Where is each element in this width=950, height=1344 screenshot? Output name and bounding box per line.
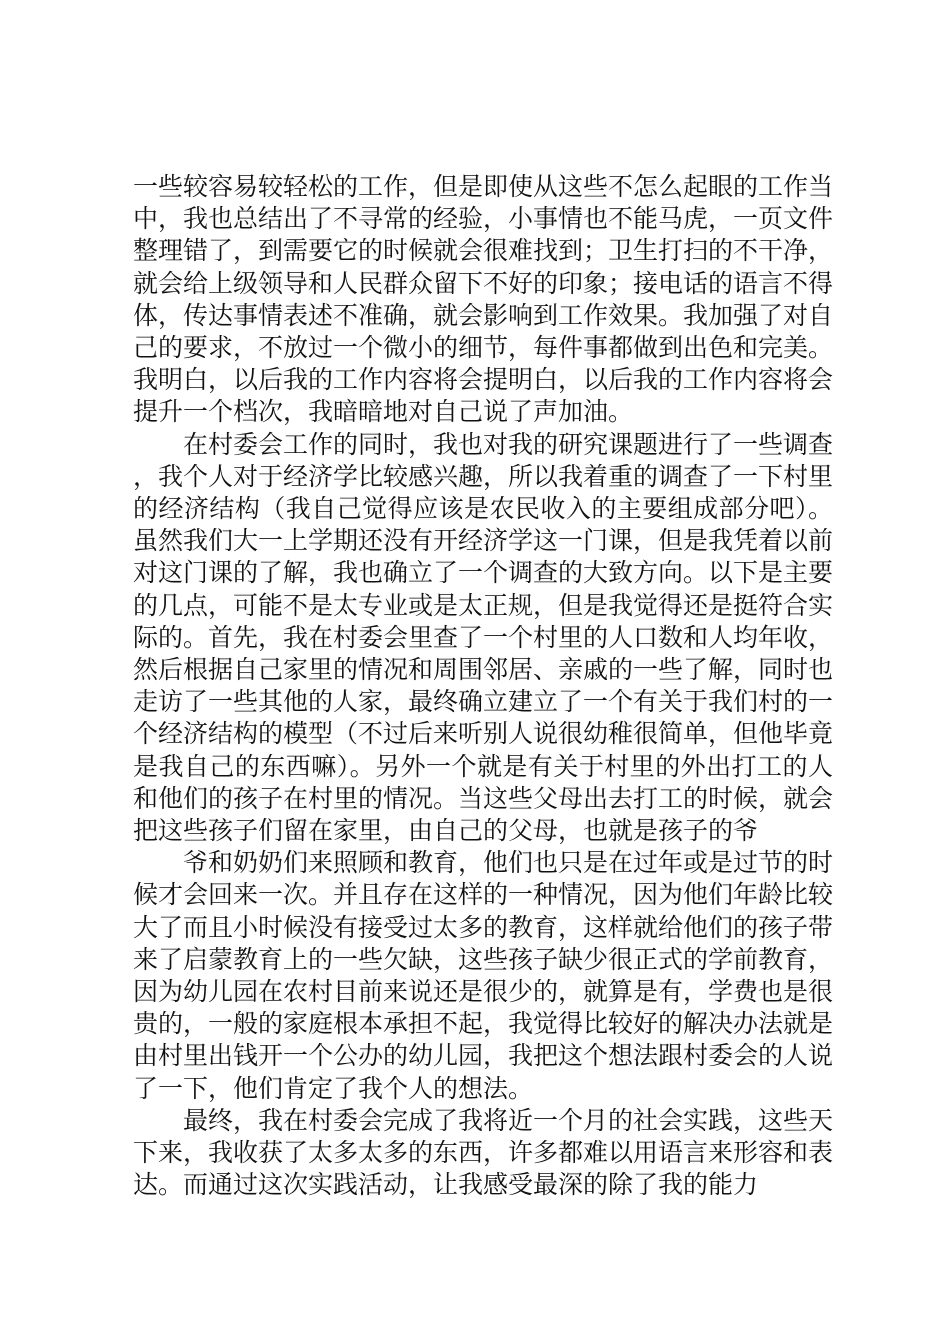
paragraph-children-education: 爷和奶奶们来照顾和教育，他们也只是在过年或是过节的时候才会回来一次。并且存在这样的一种情况，因为他们年龄比较大了而且小时候没有接受过太多的教育，这样就给他们的孩子带来了启蒙教育上的一些欠缺，这些孩子缺少很正式的学前教育，因为幼儿园在农村目前来说还是很少的，就算是有，学费也是很贵的，一般的家庭根本承担不起，我觉得比较好的解决办法就是由村里出钱开一个公办的幼儿园，我把这个想法跟村委会的人说了一下，他们肯定了我个人的想法。	[133, 848, 834, 1103]
paragraph-conclusion: 最终，我在村委会完成了我将近一个月的社会实践，这些天下来，我收获了太多太多的东西，许多都难以用语言来形容和表达。而通过这次实践活动，让我感受最深的除了我的能力	[133, 1105, 834, 1200]
paragraph-research-survey: 在村委会工作的同时，我也对我的研究课题进行了一些调查，我个人对于经济学比较感兴趣，所以我着重的调查了一下村里的经济结构（我自己觉得应该是农民收入的主要组成部分吧）。虽然我们大一上学期还没有开经济学这一门课，但是我凭着以前对这门课的了解，我也确立了一个调查的大致方向。以下是主要的几点，可能不是太专业或是太正规，但是我觉得还是挺符合实际的。首先，我在村委会里查了一个村里的人口数和人均年收，然后根据自己家里的情况和周围邻居、亲戚的一些了解，同时也走访了一些其他的人家，最终确立建立了一个有关于我们村的一个经济结构的模型（不过后来听别人说很幼稚很简单，但他毕竟是我自己的东西嘛）。另外一个就是有关于村里的外出打工的人和他们的孩子在村里的情况。当这些父母出去打工的时候，就会把这些孩子们留在家里，由自己的父母，也就是孩子的爷	[133, 429, 834, 846]
paragraph-work-experience: 一些较容易较轻松的工作，但是即使从这些不怎么起眼的工作当中，我也总结出了不寻常的经验，小事情也不能马虎，一页文件整理错了，到需要它的时候就会很难找到；卫生打扫的不干净，就会给上级领导和人民群众留下不好的印象；接电话的语言不得体，传达事情表述不准确，就会影响到工作效果。我加强了对自己的要求，不放过一个微小的细节，每件事都做到出色和完美。我明白，以后我的工作内容将会提明白，以后我的工作内容将会提升一个档次，我暗暗地对自己说了声加油。	[133, 172, 834, 427]
body-text	[133, 171, 833, 1202]
